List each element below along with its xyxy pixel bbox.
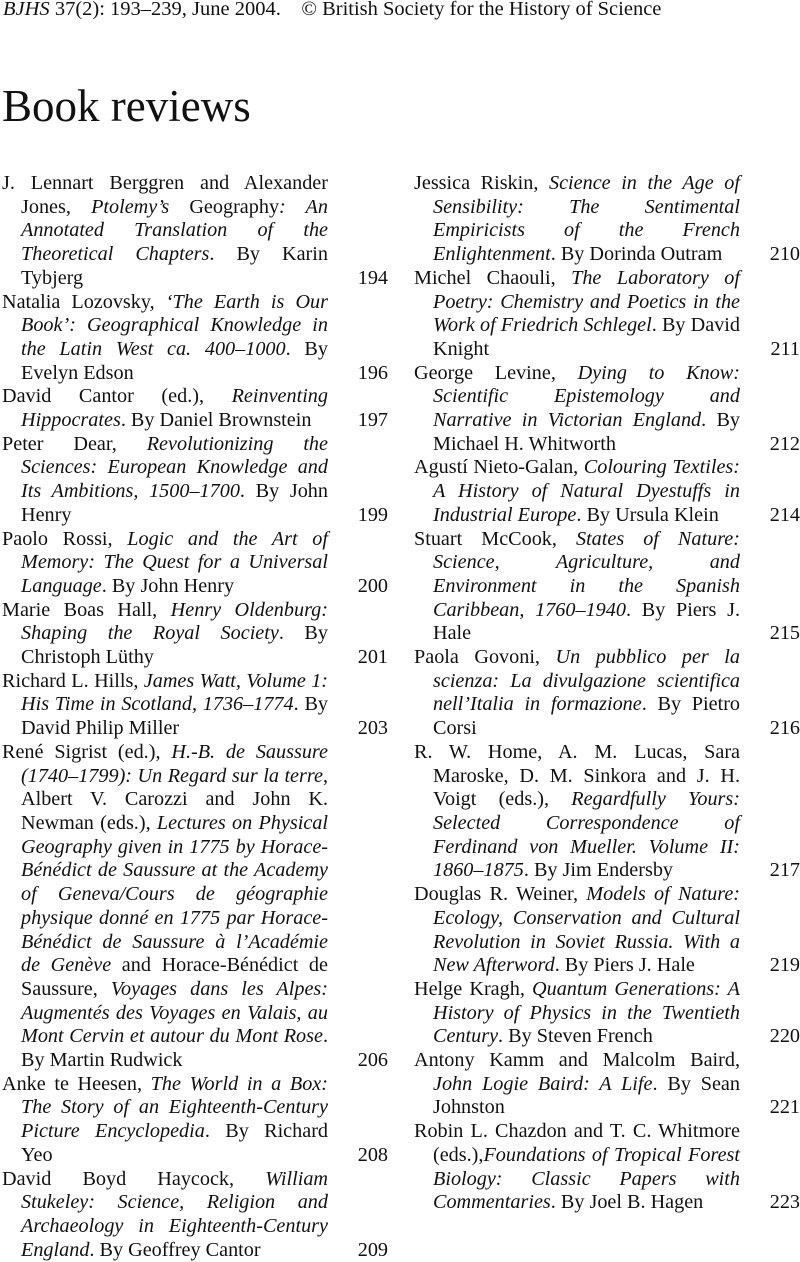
page-number: 214 xyxy=(769,503,800,526)
citation-text: , Albert V. Carozzi and John K. Newman (eds.), xyxy=(21,764,328,834)
citation-text: Jessica Riskin, xyxy=(414,172,549,194)
page-number: 199 xyxy=(357,503,388,526)
page-title: Book reviews xyxy=(2,81,251,131)
citation-text: . By Joel B. Hagen xyxy=(550,1191,704,1214)
review-entry xyxy=(2,599,388,670)
citation-text: Natalia Lozovsky, xyxy=(2,290,166,313)
page-number: 196 xyxy=(357,361,388,384)
citation-text: . By Michael H. Whitworth xyxy=(433,409,741,455)
review-citation xyxy=(2,433,328,528)
title-text: The World in a Box: The Story of an Eighteenth-Century Picture Encyclopedia xyxy=(21,1072,328,1143)
review-citation xyxy=(414,883,740,978)
review-citation xyxy=(2,291,328,386)
title-text: Foundations of Tropical Forest Biology: Classic Papers with Commentaries xyxy=(433,1143,740,1214)
page-number: 212 xyxy=(769,432,800,455)
citation: 37(2): 193–239, June 2004. xyxy=(54,0,281,20)
review-entry xyxy=(414,646,800,741)
review-entry xyxy=(414,456,800,527)
review-entry xyxy=(2,1168,388,1262)
page-number: 194 xyxy=(357,266,388,289)
review-entry xyxy=(414,978,800,1049)
page-number: 210 xyxy=(769,243,800,266)
citation-text: . By Christoph Lüthy xyxy=(21,622,328,669)
citation-text: Geography xyxy=(189,195,280,218)
page-number: 219 xyxy=(769,954,800,977)
title-text: James Watt, Volume 1: His Time in Scotland, 1736–1774 xyxy=(21,669,329,716)
page-number: 223 xyxy=(769,1191,800,1214)
citation-text: . By Daniel Brownstein xyxy=(120,409,312,432)
title-text: Quantum Generations: A History of Physics in the Twentieth Century xyxy=(433,977,740,1048)
page-number: 217 xyxy=(769,859,800,882)
review-citation xyxy=(2,670,328,741)
title-text: Dying to Know: Scientific Epistemology and Narrative in Victorian England xyxy=(433,361,740,432)
citation-text: . By David Knight xyxy=(433,314,740,360)
review-entry xyxy=(414,1049,800,1120)
review-entry xyxy=(2,433,388,528)
citation-text: . By David Philip Miller xyxy=(21,693,328,740)
citation-text: Agustí Nieto-Galan, xyxy=(414,456,584,479)
review-citation xyxy=(2,172,328,291)
review-citation xyxy=(414,1120,740,1215)
citation-text: . By Pietro Corsi xyxy=(433,693,741,740)
review-citation xyxy=(414,741,740,883)
review-entry xyxy=(2,172,388,291)
citation-text: . By Piers J. Hale xyxy=(554,954,695,977)
citation-text: Helge Kragh, xyxy=(414,977,533,1000)
page-number: 221 xyxy=(769,1096,800,1119)
running-header xyxy=(3,0,661,21)
citation-text: David Boyd Haycock, xyxy=(2,1167,266,1190)
title-text: States of Nature: Science, Agriculture, and Environment in the Spanish Caribbean, 1760–1940 xyxy=(433,527,740,621)
review-citation xyxy=(414,267,740,362)
journal-abbrev: BJHS xyxy=(3,0,50,20)
title-text: Revolutionizing the Sciences: European Knowledge and Its Ambitions, 1500–1700 xyxy=(21,432,328,503)
citation-text: Stuart McCook, xyxy=(414,527,576,550)
title-text: Ptolemy’s xyxy=(91,195,190,218)
citation-text: . By Richard Yeo xyxy=(21,1120,329,1166)
review-citation xyxy=(2,1168,328,1262)
title-text: The Laboratory of Poetry: Chemistry and Poetics in the Work of Friedrich Schlegel xyxy=(433,266,740,337)
page-number: 215 xyxy=(769,622,800,645)
citation-text: René Sigrist (ed.), xyxy=(2,740,172,763)
citation-text: David Cantor (ed.), xyxy=(2,385,232,408)
left-column xyxy=(2,172,388,1262)
title-text: Logic and the Art of Memory: The Quest for a Universal Language xyxy=(21,527,328,597)
review-entry xyxy=(2,528,388,599)
citation-text: Paola Govoni, xyxy=(414,646,556,669)
citation-text: Douglas R. Weiner, xyxy=(414,883,587,906)
title-text: Regardfully Yours: Selected Correspondence of Ferdinand von Mueller. Volume II: 1860–1875 xyxy=(433,788,740,882)
review-citation xyxy=(2,741,328,1073)
citation-text: and Horace-Bénédict de Saussure, xyxy=(21,954,328,1000)
review-citation xyxy=(414,456,740,527)
review-entry xyxy=(2,291,388,386)
citation-text: . By Karin Tybjerg xyxy=(21,243,328,289)
page-number: 200 xyxy=(357,574,388,597)
citation-text: . By Evelyn Edson xyxy=(21,337,328,384)
title-text: Henry Oldenburg: Shaping the Royal Society xyxy=(21,598,328,645)
citation-text: . By Jim Endersby xyxy=(523,859,674,882)
review-citation xyxy=(2,599,328,670)
page-number: 201 xyxy=(357,646,388,669)
review-entry xyxy=(414,267,800,362)
title-text: John Logie Baird: A Life xyxy=(433,1072,653,1095)
review-citation xyxy=(2,385,328,432)
copyright: © British Society for the History of Science xyxy=(301,0,662,20)
citation-text: . By John Henry xyxy=(21,480,328,526)
page-number: 211 xyxy=(770,337,800,360)
review-citation xyxy=(414,172,740,267)
title-text: H.-B. de Saussure (1740–1799): Un Regard sur la terre xyxy=(21,740,328,787)
citation-text: . By Piers J. Hale xyxy=(433,598,740,645)
review-citation xyxy=(414,1049,740,1120)
page-number: 203 xyxy=(357,717,388,740)
citation-text: Marie Boas Hall, xyxy=(2,598,171,621)
citation-text: . By Sean Johnston xyxy=(433,1072,740,1119)
title-text: : An Annotated Translation of the Theoretical Chapters xyxy=(21,195,328,266)
citation-text: . By Ursula Klein xyxy=(576,503,719,526)
title-text: William Stukeley: Science, Religion and Archaeology in Eighteenth-Century England xyxy=(21,1167,328,1261)
title-text: Voyages dans les Alpes: Augmentés des Voyages en Valais, au Mont Cervin et autour du Mont Rose xyxy=(21,977,328,1048)
citation-text: . By Steven French xyxy=(498,1025,653,1048)
citation-text: Anke te Heesen, xyxy=(2,1072,151,1095)
page-number: 220 xyxy=(769,1025,800,1048)
citation-text: . By Martin Rudwick xyxy=(21,1025,328,1072)
title-text: Colouring Textiles: A History of Natural Dyestuffs in Industrial Europe xyxy=(433,456,740,526)
review-citation xyxy=(2,528,328,599)
citation-text: Michel Chaouli, xyxy=(414,266,572,289)
review-entry xyxy=(414,528,800,647)
review-entry xyxy=(414,883,800,978)
review-citation xyxy=(414,978,740,1049)
review-citation xyxy=(414,646,740,741)
review-entry xyxy=(414,741,800,883)
review-entry xyxy=(414,1120,800,1215)
title-text: Science in the Age of Sensibility: The Sentimental Empiricists of the French Enlightenment xyxy=(433,172,740,266)
title-text: Reinventing Hippocrates xyxy=(21,385,328,432)
review-entry xyxy=(2,1073,388,1168)
citation-text: Robin L. Chazdon and T. C. Whitmore (eds.), xyxy=(414,1120,740,1166)
citation-text: R. W. Home, A. M. Lucas, Sara Maroske, D. M. Sinkora and J. H. Voigt (eds.), xyxy=(414,740,740,811)
page-number: 197 xyxy=(357,409,388,432)
citation-text: . By Geoffrey Cantor xyxy=(89,1238,261,1261)
citation-text: Paolo Rossi, xyxy=(2,527,128,550)
citation-text: Peter Dear, xyxy=(2,432,147,455)
citation-text: Antony Kamm and Malcolm Baird, xyxy=(414,1049,740,1072)
title-text: Lectures on Physical Geography given in 1775 by Horace-Bénédict de Saussure at the Academy of Geneva/Cours de géographie physique donné en 1775 par Horace-Bénédict de Saussure à l’Académie de Genève xyxy=(21,811,328,977)
citation-text: J. Lennart Berggren and Alexander Jones, xyxy=(2,172,328,218)
review-citation xyxy=(414,528,740,647)
citation-text: Richard L. Hills, xyxy=(2,669,144,692)
review-entry xyxy=(2,741,388,1073)
page-number: 208 xyxy=(357,1143,388,1166)
title-text: ‘The Earth is Our Book’: Geographical Knowledge in the Latin West ca. 400–1000 xyxy=(21,290,329,360)
page-number: 209 xyxy=(357,1238,388,1261)
review-citation xyxy=(414,362,740,457)
citation-text: . By John Henry xyxy=(101,574,235,597)
review-citation xyxy=(2,1073,328,1168)
citation-text: George Levine, xyxy=(414,361,578,384)
review-entry xyxy=(2,385,388,432)
title-text: Un pubblico per la scienza: La divulgazione scientifica nell’Italia in formazione xyxy=(433,646,740,716)
review-entry xyxy=(414,362,800,457)
right-column xyxy=(414,172,800,1215)
review-entry xyxy=(2,670,388,741)
page-number: 216 xyxy=(769,717,800,740)
citation-text: . By Dorinda Outram xyxy=(550,243,723,266)
title-text: Models of Nature: Ecology, Conservation and Cultural Revolution in Soviet Russia. With a New Afterword xyxy=(433,883,741,977)
review-entry xyxy=(414,172,800,267)
page-number: 206 xyxy=(357,1049,388,1072)
